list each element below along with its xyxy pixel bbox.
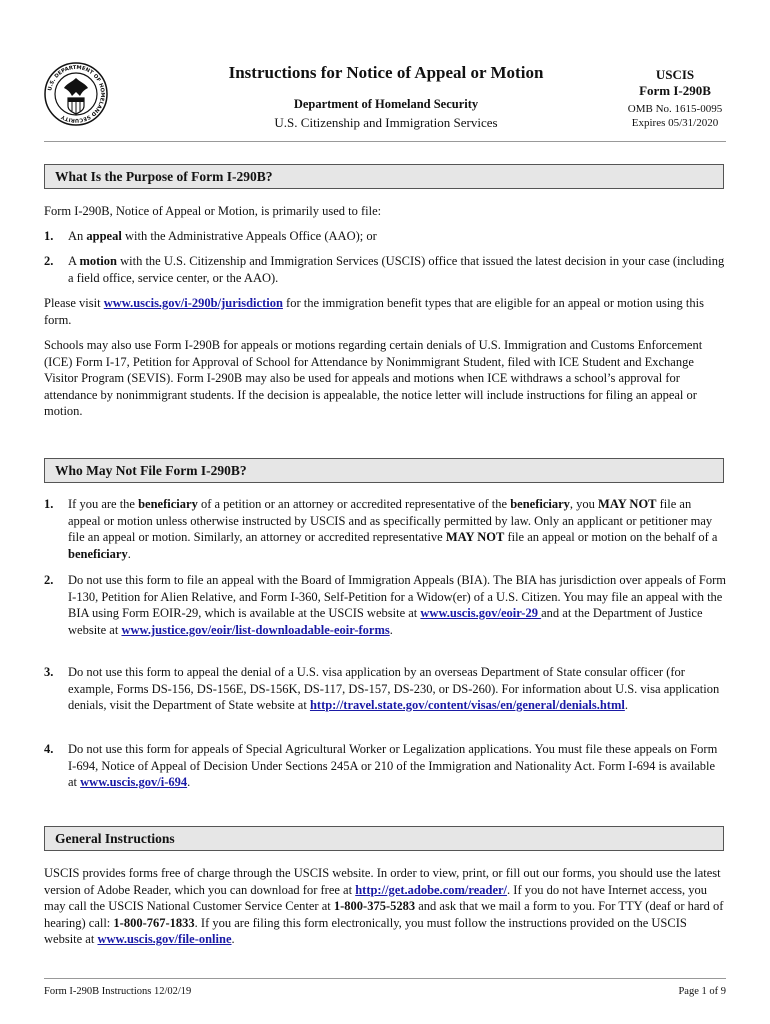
not-file-item-1	[44, 496, 726, 562]
paragraph-text: . If you do not have Internet access, you may call the USCIS National Customer Service Center at	[44, 882, 707, 913]
item-bold-term: MAY NOT	[445, 530, 505, 544]
dhs-seal-logo	[44, 62, 108, 126]
item-text: file an appeal or motion unless otherwise instructed by USCIS and as specifically permitted by law. Only an applicant or petitioner may file an appeal or motion. Similarly, an attorney or accredited representative	[68, 497, 713, 544]
justice-eoir-forms-link[interactable]: www.justice.gov/eoir/list-downloadable-eoir-forms	[121, 622, 390, 637]
footer-form-edition: Form I-290B Instructions 12/02/19	[44, 986, 192, 997]
header-center	[200, 63, 572, 131]
item-text: with the Administrative Appeals Office (AAO); or	[121, 229, 377, 243]
state-denials-link[interactable]: http://travel.state.gov/content/visas/en/general/denials.html	[309, 698, 625, 712]
i-694-link[interactable]: www.uscis.gov/i-694	[80, 775, 188, 789]
paragraph-text: . If you are filing this form electronically, you must follow the instructions provided on the USCIS website at	[44, 915, 687, 946]
item-text: and at the Department of Justice website at	[68, 606, 703, 637]
document-title: Instructions for Notice of Appeal or Motion	[228, 63, 544, 82]
item-text: .	[187, 775, 191, 789]
file-online-link[interactable]: www.uscis.gov/file-online	[97, 932, 232, 946]
footer-divider	[44, 978, 726, 979]
section-header-purpose	[44, 164, 724, 189]
not-file-item-2	[44, 572, 726, 638]
tty-phone-number: 1-800-767-1833	[113, 915, 195, 930]
department-name: Department of Homeland Security	[293, 97, 479, 111]
ncsc-phone-number: 1-800-375-5283	[333, 899, 416, 913]
purpose-item-2	[44, 253, 726, 286]
expiration-date: Expires 05/31/2020	[631, 117, 719, 129]
item-bold-term: beneficiary	[68, 546, 128, 561]
header-right	[610, 67, 740, 130]
item-text: , you	[569, 497, 599, 511]
section-heading: What Is the Purpose of Form I-290B?	[55, 169, 273, 184]
item-number: 1.	[44, 497, 54, 511]
item-bold-term: beneficiary	[510, 497, 570, 511]
section-header-general-instructions	[44, 826, 724, 851]
section-heading: Who May Not File Form I-290B?	[55, 463, 247, 478]
item-number: 2.	[44, 254, 54, 268]
paragraph-text: Please visit	[44, 296, 104, 310]
paragraph-text: USCIS provides forms free of charge through the USCIS website. In order to view, print, or fill out our forms, you should use the latest version of Adobe Reader, which you can download for free at	[44, 866, 721, 897]
svg-text:U.S. DEPARTMENT OF HOMELAND SE: U.S. DEPARTMENT OF HOMELAND SECURITY	[47, 64, 106, 124]
item-text: .	[624, 698, 628, 712]
agency-abbrev: USCIS	[655, 67, 695, 82]
adobe-reader-link[interactable]: http://get.adobe.com/reader/	[355, 882, 508, 897]
purpose-intro: Form I-290B, Notice of Appeal or Motion, is primarily used to file:	[44, 204, 382, 218]
eoir-29-link[interactable]: www.uscis.gov/eoir-29	[420, 606, 542, 620]
item-bold-term: beneficiary	[138, 497, 198, 511]
visit-paragraph	[44, 295, 726, 328]
purpose-item-1	[44, 228, 726, 245]
paragraph-text: .	[231, 932, 235, 946]
item-bold-term: MAY NOT	[598, 497, 657, 511]
item-text: Do not use this form for appeals of Special Agricultural Worker or Legalization applications. You must file these appeals on Form I-694, Notice of Appeal of Decision Under Sections 245A or 210 of the Immigration and Nationality Act. Form I-694 is available at	[68, 742, 718, 789]
item-text: of a petition or an attorney or accredited representative of the	[197, 497, 511, 511]
omb-number: OMB No. 1615-0095	[627, 103, 723, 115]
item-number: 4.	[44, 742, 54, 756]
item-bold-term: appeal	[86, 229, 122, 243]
not-file-item-3	[44, 664, 726, 714]
item-text: with the U.S. Citizenship and Immigration Services (USCIS) office that issued the latest decision in your case (including a field office, service center, or the AAO).	[68, 254, 725, 285]
item-text: file an appeal or motion on the behalf of a	[504, 530, 718, 544]
section-heading: General Instructions	[55, 831, 175, 846]
header-divider	[44, 141, 726, 142]
item-text: .	[389, 622, 393, 637]
form-number: Form I-290B	[639, 83, 711, 98]
item-number: 3.	[44, 665, 54, 679]
item-text: A	[68, 254, 80, 268]
item-text: Do not use this form to appeal the denial of a U.S. visa application by an overseas Department of State consular officer (for example, Forms DS-156, DS-156E, DS-156K, DS-117, DS-157, DS-230, or DS-260). For information about U.S. visa application denials, visit the Department of State website at	[68, 665, 720, 712]
not-file-item-4	[44, 741, 726, 791]
agency-name: U.S. Citizenship and Immigration Services	[274, 115, 498, 130]
schools-paragraph: Schools may also use Form I-290B for appeals or motions regarding certain denials of U.S. Immigration and Customs Enforcement (ICE) Form I-17, Petition for Approval of School for Attendance by Nonimmigrant Student, filed with ICE Student and Exchange Visitor Program (SEVIS). Form I-290B may also be used for appeals and motions when ICE withdraws a school’s approval for attendance by nonimmigrant students. If the decision is appealable, the notice letter will include instructions for filing an appeal or motion.	[44, 338, 703, 418]
item-number: 1.	[44, 229, 54, 243]
paragraph-text: for the immigration benefit types that are eligible for an appeal or motion using this form.	[44, 296, 704, 327]
paragraph-text: and ask that we mail a form to you. For TTY (deaf or hard of hearing) call:	[44, 899, 724, 930]
item-text: An	[68, 229, 87, 243]
item-number: 2.	[44, 573, 54, 587]
jurisdiction-link[interactable]: www.uscis.gov/i-290b/jurisdiction	[103, 296, 283, 310]
item-text: Do not use this form to file an appeal with the Board of Immigration Appeals (BIA). The BIA has jurisdiction over appeals of Form I-130, Petition for Alien Relative, and Form I-360, Self-Petition for a Widow(er) of a U.S. Citizen. You may file an appeal with the BIA using Form EOIR-29, which is available at the USCIS website at	[68, 573, 726, 620]
item-text: .	[127, 546, 131, 561]
general-paragraph	[44, 865, 726, 948]
section-header-who-may-not-file	[44, 458, 724, 483]
footer-page-number: Page 1 of 9	[678, 986, 726, 997]
item-text: If you are the	[68, 497, 139, 511]
item-bold-term: motion	[79, 254, 117, 268]
